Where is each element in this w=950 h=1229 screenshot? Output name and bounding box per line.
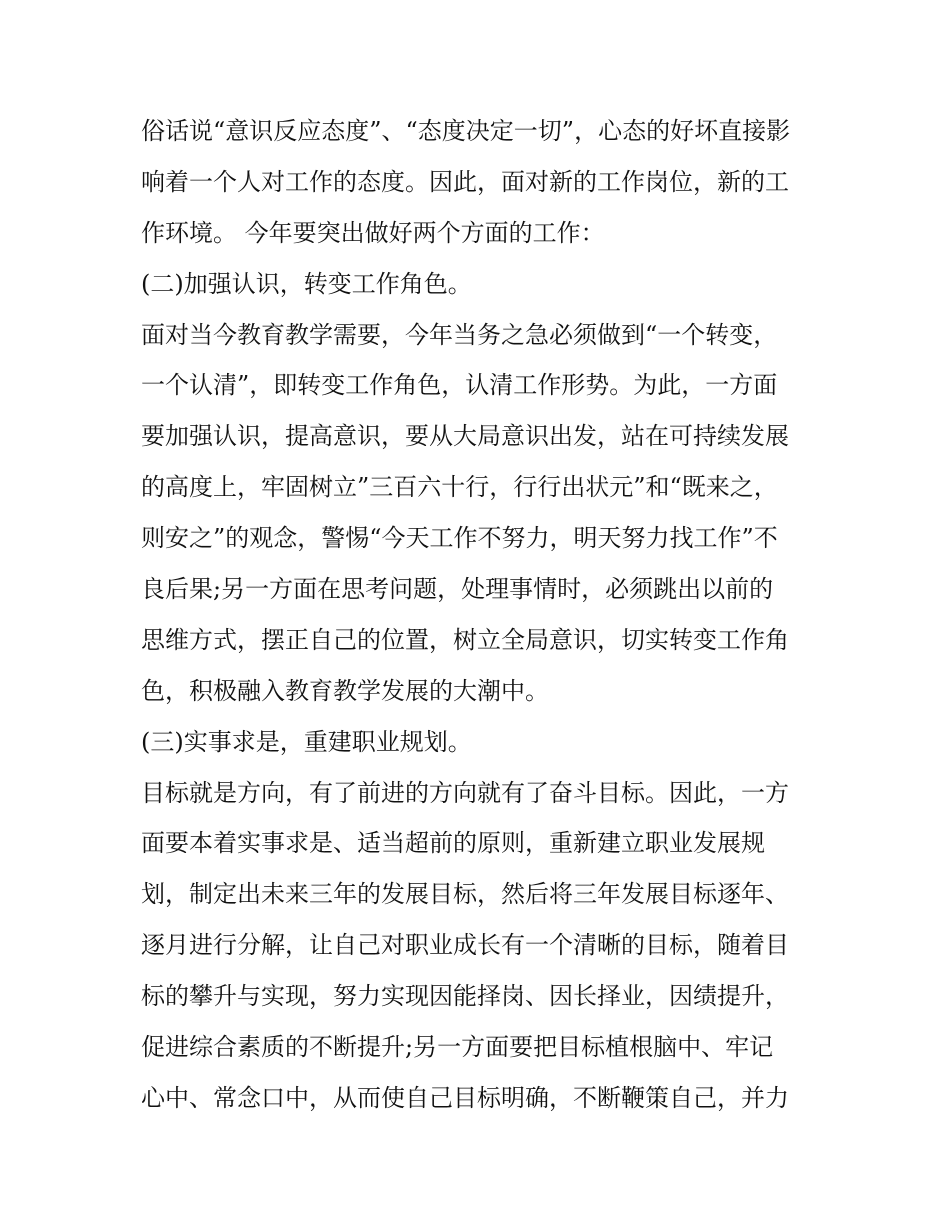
text-line: 良后果;另一方面在思考问题，处理事情时，必须跳出以前的: [141, 575, 774, 604]
text-line: 则安之”的观念，警惕“今天工作不努力，明天努力找工作”不: [141, 524, 778, 553]
text-line: 一个认清”，即转变工作角色，认清工作形势。为此，一方面: [141, 371, 778, 400]
section-heading: (三)实事求是，重建职业规划。: [141, 727, 472, 756]
text-line: 作环境。 今年要突出做好两个方面的工作：: [141, 218, 605, 247]
text-line: 目标就是方向，有了前进的方向就有了奋斗目标。因此，一方: [141, 778, 789, 807]
text-line: 逐月进行分解，让自己对职业成长有一个清晰的目标，随着目: [141, 931, 789, 960]
text-line: 面对当今教育教学需要，今年当务之急必须做到“一个转变，: [141, 320, 778, 349]
text-line: 要加强认识，提高意识，要从大局意识出发，站在可持续发展: [141, 422, 789, 451]
text-line: 划，制定出未来三年的发展目标，然后将三年发展目标逐年、: [141, 880, 789, 909]
text-line: 俗话说“意识反应态度”、“态度决定一切”，心态的好坏直接影: [141, 117, 791, 145]
document-body: [141, 106, 821, 1124]
text-line: 色，积极融入教育教学发展的大潮中。: [141, 676, 549, 705]
text-line: 标的攀升与实现，努力实现因能择岗、因长择业，因绩提升，: [141, 982, 789, 1011]
section-heading: (二)加强认识，转变工作角色。: [141, 269, 472, 298]
text-line: 响着一个人对工作的态度。因此，面对新的工作岗位，新的工: [141, 167, 789, 196]
text-line: 心中、常念口中，从而使自己目标明确，不断鞭策自己，并力: [141, 1083, 789, 1112]
text-line: 面要本着实事求是、适当超前的原则，重新建立职业发展规: [141, 829, 765, 858]
text-line: 促进综合素质的不断提升;另一方面要把目标植根脑中、牢记: [141, 1033, 774, 1062]
text-line: 的高度上，牢固树立”三百六十行，行行出状元”和“既来之，: [141, 473, 778, 502]
text-line: 思维方式，摆正自己的位置，树立全局意识，切实转变工作角: [141, 625, 789, 654]
